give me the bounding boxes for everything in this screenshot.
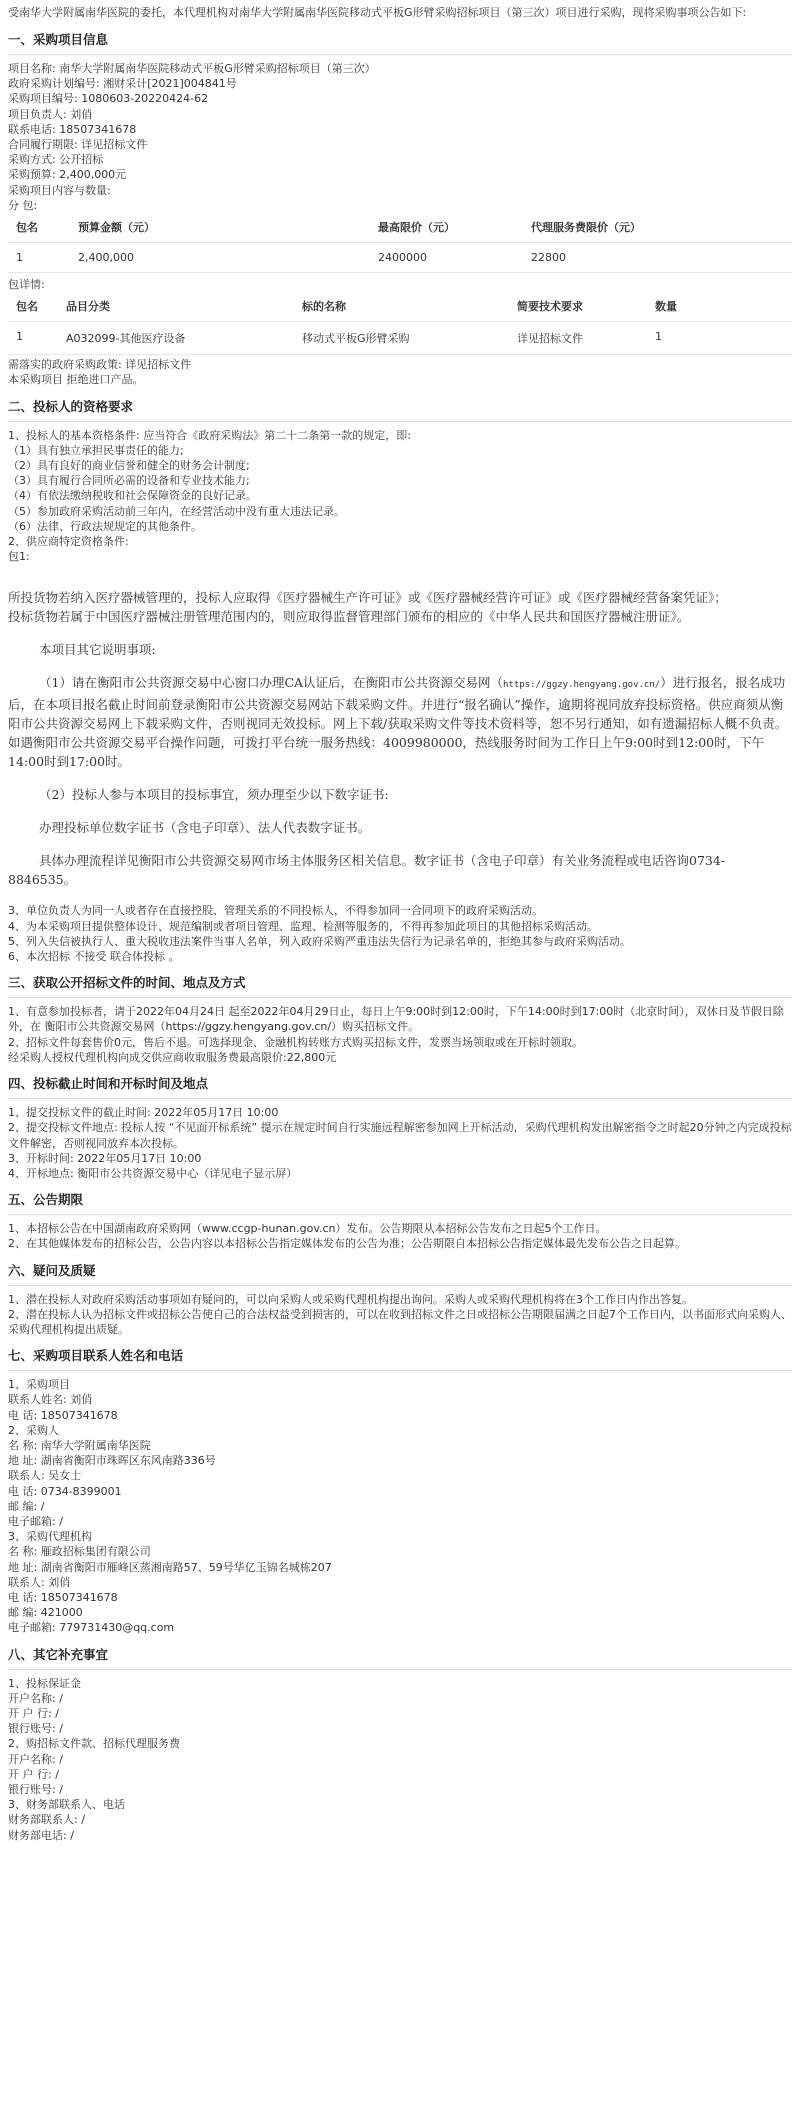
table-header — [228, 213, 378, 243]
contact-line: 电 话: 18507341678 — [8, 1590, 118, 1604]
extra-line: 2、购招标文件款、招标代理服务费 — [8, 1737, 180, 1751]
table-header: 最高限价（元） — [378, 213, 531, 243]
table-header: 代理服务费限价（元） — [531, 213, 792, 243]
detail-label: 包详情: — [8, 278, 45, 292]
info-line: 合同履行期限: 详见招标文件 — [8, 138, 148, 152]
contact-line: 电子邮箱: 779731430@qq.com — [8, 1621, 175, 1635]
section-6-title: 六、疑问及质疑 — [8, 1262, 96, 1278]
info-line: 2、招标文件每套售价0元，售后不退。可选择现金、金融机构转账方式购买招标文件，发票当场领取或在开标时领取。 — [8, 1035, 583, 1049]
contact-line: 电 话: 18507341678 — [8, 1408, 118, 1422]
section-3-title: 三、获取公开招标文件的时间、地点及方式 — [8, 975, 246, 991]
table-header: 包名 — [8, 292, 66, 322]
info-line: （3）具有履行合同所必需的设备和专业技术能力; — [8, 474, 250, 488]
info-line: 本采购项目 拒绝进口产品。 — [8, 373, 144, 387]
info-line: 分 包: — [8, 198, 38, 212]
extra-line: 1、投标保证金 — [8, 1676, 81, 1690]
info-line: （6）法律、行政法规规定的其他条件。 — [8, 519, 202, 533]
extra-line: 开 户 行: / — [8, 1706, 59, 1720]
extra-line: 开户名称: / — [8, 1752, 63, 1766]
table-cell: 1 — [8, 322, 66, 355]
certificate-process: 具体办理流程详见衡阳市公共资源交易网市场主体服务区相关信息。数字证书（含电子印章）有关业务流程或电话咨询0734-8846535。 — [8, 853, 726, 888]
qualification-text: 投标货物若属于中国医疗器械注册管理范围内的，则应取得监督管理部门颁布的相应的《中华人民共和国医疗器械注册证》。 — [8, 609, 690, 625]
certificate-notice: （2）投标人参与本项目的投标事宜，须办理至少以下数字证书: — [39, 787, 389, 803]
extra-line: 财务部电话: / — [8, 1828, 74, 1842]
info-line: 1、投标人的基本资格条件: 应当符合《政府采购法》第二十二条第一款的规定，即: — [8, 428, 411, 442]
info-line: （2）具有良好的商业信誉和健全的财务会计制度; — [8, 459, 250, 473]
ca-notice-text-cont: ）进行报名，报名成功后，在本项目报名截止时间前登录衡阳市公共资源交易网站下载采购文件。并进行“报名确认”操作，逾期将视同放弃投标资格。供应商须从衡阳市公共资源交易网上下载采购文件，否则视同无效投标。网上下载/获取采购文件等技术资料等，恕不另行通知，如有遗漏招标人概不负责。如遇衡阳市公共资源交易平台操作问题，可拨打平台统一服务热线：4009980000，热线服务时间为工作日上午9:00时到12:00时，下午14:00时到17:00时。 — [8, 675, 788, 770]
info-line: 4、为本采购项目提供整体设计、规范编制或者项目管理、监理、检测等服务的，不得再参加此项目的其他招标采购活动。 — [8, 919, 598, 933]
table-cell: 2400000 — [378, 243, 531, 273]
info-line: 采购项目内容与数量: — [8, 183, 111, 197]
info-line: （5）参加政府采购活动前三年内，在经营活动中没有重大违法记录。 — [8, 504, 345, 518]
table-header: 简要技术要求 — [517, 292, 655, 322]
section-7-title: 七、采购项目联系人姓名和电话 — [8, 1348, 184, 1364]
info-line: 采购方式: 公开招标 — [8, 153, 104, 167]
ca-notice-text: （1）请在衡阳市公共资源交易中心窗口办理CA认证后，在衡阳市公共资源交易网（ — [39, 675, 504, 691]
contact-line: 1、采购项目 — [8, 1378, 70, 1392]
info-line: 3、开标时间: 2022年05月17日 10:00 — [8, 1151, 202, 1165]
contact-line: 名 称: 南华大学附属南华医院 — [8, 1438, 151, 1452]
announcement — [8, 4, 792, 1843]
contact-line: 3、采购代理机构 — [8, 1530, 92, 1544]
table-header: 品目分类 — [66, 292, 302, 322]
extra-line: 银行账号: / — [8, 1722, 63, 1736]
table-cell: 1 — [655, 322, 792, 355]
contact-line: 邮 编: / — [8, 1499, 45, 1513]
extra-line: 开 户 行: / — [8, 1767, 59, 1781]
divider — [8, 1214, 792, 1215]
table-cell: 移动式平板G形臂采购 — [302, 322, 517, 355]
contact-line: 2、采购人 — [8, 1423, 59, 1437]
section-8-title: 八、其它补充事宜 — [8, 1646, 109, 1662]
table-header: 预算金额（元） — [78, 213, 228, 243]
extra-line: 银行账号: / — [8, 1783, 63, 1796]
info-line: 1、潜在投标人对政府采购活动事项如有疑问的，可以向采购人或采购代理机构提出询问。采购人或采购代理机构将在3个工作日内作出答复。 — [8, 1292, 693, 1306]
table-header: 标的名称 — [302, 292, 517, 322]
section-5-title: 五、公告期限 — [8, 1192, 84, 1208]
info-line: 4、开标地点: 衡阳市公共资源交易中心（详见电子显示屏） — [8, 1166, 298, 1180]
divider — [8, 54, 792, 55]
info-line: 2、提交投标文件地点: 投标人按 “不见面开标系统” 提示在规定时间自行实施远程解密参加网上开标活动，采购代理机构发出解密指令之时起20分钟之内完成投标文件解密，否则视同放弃本次投标。 — [8, 1121, 792, 1150]
table-cell: 22800 — [531, 243, 792, 273]
info-line: 经采购人授权代理机构向成交供应商收取服务费最高限价:22,800元 — [8, 1050, 337, 1064]
info-line: 2、供应商特定资格条件: — [8, 535, 129, 549]
intro-text: 受南华大学附属南华医院的委托，本代理机构对南华大学附属南华医院移动式平板G形臂采购招标项目（第三次）项目进行采购，现将采购事项公告如下: — [8, 6, 747, 19]
divider — [8, 1285, 792, 1286]
section-2-title: 二、投标人的资格要求 — [8, 398, 134, 414]
qualification-text: 所投货物若纳入医疗器械管理的，投标人应取得《医疗器械生产许可证》或《医疗器械经营许可证》或《医疗器械经营备案凭证》； — [8, 590, 727, 606]
divider — [8, 421, 792, 422]
contact-line: 邮 编: 421000 — [8, 1606, 83, 1620]
info-line: 采购预算: 2,400,000元 — [8, 168, 127, 182]
table-header: 数量 — [655, 292, 792, 322]
extra-line: 财务部联系人: / — [8, 1813, 85, 1827]
info-line: 2、在其他媒体发布的招标公告，公告内容以本招标公告指定媒体发布的公告为准；公告期限自本招标公告指定媒体最先发布公告之日起算。 — [8, 1237, 686, 1251]
info-line: 2、潜在投标人认为招标文件或招标公告使自己的合法权益受到损害的，可以在收到招标文件之日或招标公告期限届满之日起7个工作日内，以书面形式向采购人、采购代理机构提出质疑。 — [8, 1307, 792, 1336]
divider — [8, 1669, 792, 1670]
section-4-title: 四、投标截止时间和开标时间及地点 — [8, 1076, 209, 1092]
extra-line: 开户名称: / — [8, 1691, 63, 1705]
divider — [8, 997, 792, 998]
contact-line: 地 址: 湖南省衡阳市珠晖区东风南路336号 — [8, 1454, 216, 1468]
extra-line: 3、财务部联系人、电话 — [8, 1798, 125, 1812]
info-line: 项目名称: 南华大学附属南华医院移动式平板G形臂采购招标项目（第三次） — [8, 62, 376, 75]
notes-heading: 本项目其它说明事项: — [39, 642, 156, 658]
ca-notice — [8, 673, 792, 771]
table-header: 包名 — [8, 213, 78, 243]
divider — [8, 1098, 792, 1099]
table-cell: 详见招标文件 — [517, 322, 655, 355]
info-line: （1）具有独立承担民事责任的能力; — [8, 443, 184, 457]
contact-line: 联系人: 刘俏 — [8, 1575, 71, 1589]
info-line: 包1: — [8, 550, 30, 564]
contact-line: 联系人姓名: 刘俏 — [8, 1393, 93, 1407]
certificate-items: 办理投标单位数字证书（含电子印章）、法人代表数字证书。 — [39, 820, 371, 836]
contact-line: 联系人: 吴女士 — [8, 1469, 82, 1483]
info-line: 采购项目编号: 1080603-20220424-62 — [8, 92, 209, 106]
contact-line: 名 称: 雁政招标集团有限公司 — [8, 1545, 151, 1559]
info-line: 联系电话: 18507341678 — [8, 122, 137, 136]
package-table — [8, 213, 792, 273]
contact-line: 电 话: 0734-8399001 — [8, 1484, 122, 1498]
info-line: 3、单位负责人为同一人或者存在直接控股、管理关系的不同投标人，不得参加同一合同项下的政府采购活动。 — [8, 904, 543, 918]
info-line: 1、有意参加投标者，请于2022年04月24日 起至2022年04月29日止，每日上午9:00时到12:00时，下午14:00时到17:00时（北京时间），双休日及节假日除外，在 衡阳市公共资源交易网（https://ggzy.hengyang.gov.cn/）购买招标文件。 — [8, 1005, 784, 1034]
info-line: 5、列入失信被执行人、重大税收违法案件当事人名单，列入政府采购严重违法失信行为记录名单的，拒绝其参与政府采购活动。 — [8, 934, 631, 948]
table-cell: 1 — [8, 243, 78, 273]
website-link[interactable]: https://ggzy.hengyang.gov.cn/ — [503, 680, 661, 691]
info-line: 6、本次招标 不接受 联合体投标 。 — [8, 950, 180, 964]
info-line: （4）有依法缴纳税收和社会保障资金的良好记录。 — [8, 489, 257, 503]
info-line: 1、提交投标文件的截止时间: 2022年05月17日 10:00 — [8, 1106, 279, 1120]
divider — [8, 1370, 792, 1371]
table-cell: A032099-其他医疗设备 — [66, 322, 302, 355]
section-1-title: 一、采购项目信息 — [8, 32, 109, 47]
info-line: 需落实的政府采购政策: 详见招标文件 — [8, 358, 192, 372]
info-line: 项目负责人: 刘俏 — [8, 107, 93, 121]
contact-line: 地 址: 湖南省衡阳市雁峰区蒸湘南路57、59号华亿玉锦名城栋207 — [8, 1560, 332, 1574]
info-line: 政府采购计划编号: 湘财采计[2021]004841号 — [8, 77, 237, 91]
detail-table — [8, 292, 792, 355]
info-line: 1、本招标公告在中国湖南政府采购网（www.ccgp-hunan.gov.cn）发布。公告期限从本招标公告发布之日起5个工作日。 — [8, 1222, 607, 1236]
table-cell — [228, 243, 378, 273]
table-cell: 2,400,000 — [78, 243, 228, 273]
contact-line: 电子邮箱: / — [8, 1514, 63, 1528]
